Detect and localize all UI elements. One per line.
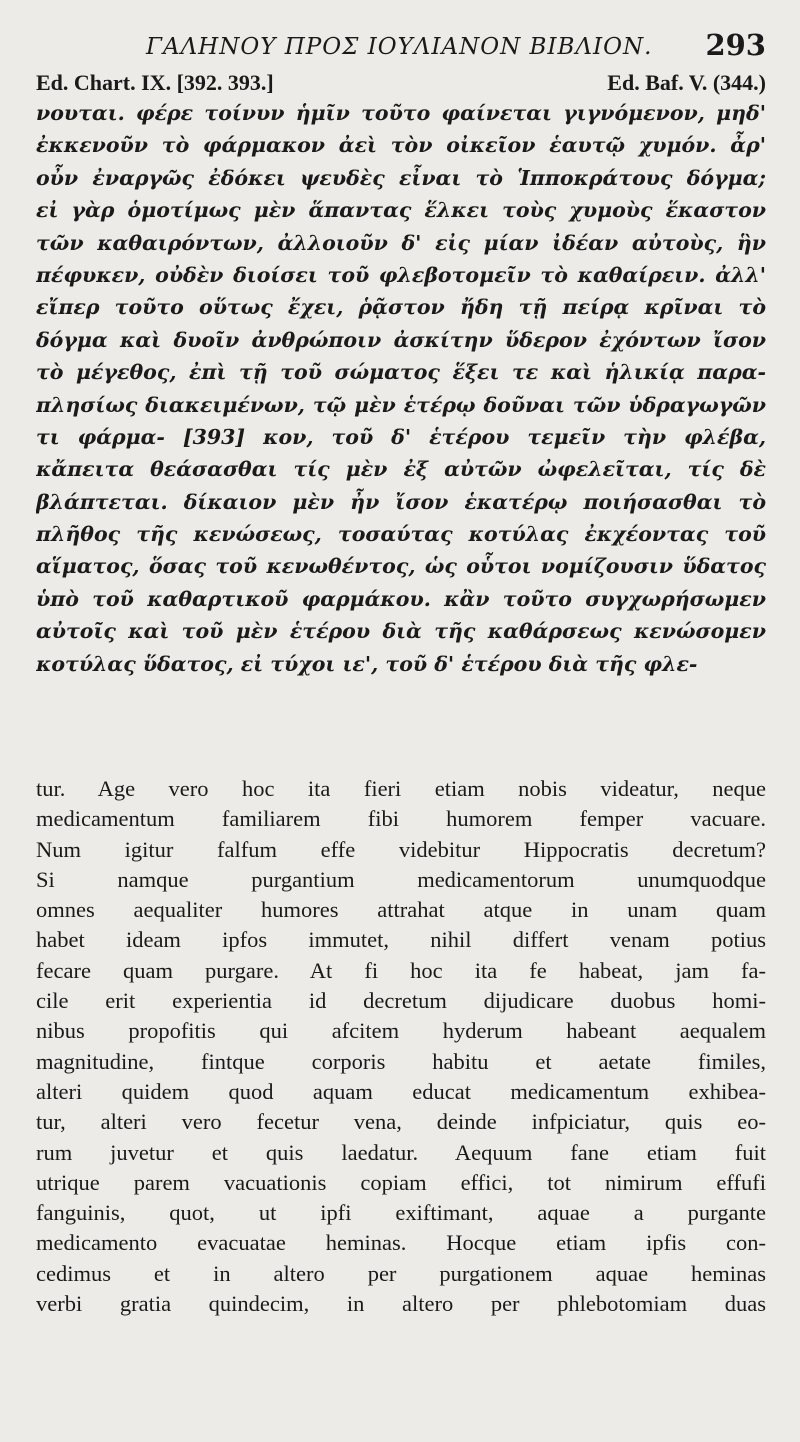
greek-text-line: οὖν ἐναργῶς ἐδόκει ψευδὲς εἶναι τὸ Ἱπποκράτους δόγμα; [36, 165, 766, 190]
greek-text-line: βλάπτεται. δίκαιον μὲν ἦν ἴσον ἑκατέρῳ ποιήσασθαι τὸ [36, 489, 766, 514]
edition-basel: Ed. Baf. V. (344.) [607, 70, 766, 95]
edition-references [36, 70, 766, 98]
greek-text-line: τι φάρμα- [393] κον, τοῦ δ' ἑτέρου τεμεῖν τὴν φλέβα, [36, 424, 766, 449]
greek-text-line: δόγμα καὶ δυοῖν ἀνθρώποιν ἀσκίτην ὕδερον ἐχόντων ἴσον [36, 327, 766, 352]
latin-text-block [36, 774, 766, 1319]
latin-text-line: Si namque purgantium medicamentorum unumquodque [36, 866, 766, 892]
greek-text-line: ἐκκενοῦν τὸ φάρμακον ἀεὶ τὸν οἰκεῖον ἑαυτῷ χυμόν. ἆρ' [36, 133, 766, 158]
greek-text-line: κἄπειτα θεάσασθαι τίς μὲν ἐξ αὐτῶν ὠφελεῖται, τίς δὲ [36, 457, 766, 482]
greek-text-line: πλησίως διακειμένων, τῷ μὲν ἑτέρῳ δοῦναι τῶν ὑδραγωγῶν [36, 392, 766, 417]
greek-text-line: τῶν καθαιρόντων, ἀλλοιοῦν δ' εἰς μίαν ἰδέαν αὐτοὺς, ἣν [36, 230, 766, 255]
greek-text-line: πλῆθος τῆς κενώσεως, τοσαύτας κοτύλας ἐκχέοντας τοῦ [36, 522, 766, 547]
latin-text-line: medicamento evacuatae heminas. Hocque etiam ipfis con- [36, 1230, 766, 1256]
greek-text-line: αὐτοῖς καὶ τοῦ μὲν ἑτέρου διὰ τῆς καθάρσεως κενώσομεν [36, 619, 766, 644]
greek-text-line: αἵματος, ὅσας τοῦ κενωθέντος, ὡς οὗτοι νομίζουσιν ὕδατος [36, 554, 766, 579]
latin-text-line: tur. Age vero hoc ita fieri etiam nobis videatur, neque [36, 776, 766, 801]
latin-text-line: nibus propofitis qui afcitem hyderum habeant aequalem [36, 1018, 766, 1044]
latin-text-line: omnes aequaliter humores attrahat atque in unam quam [36, 897, 766, 923]
page-number: 293 [705, 28, 766, 62]
latin-text-line: habet ideam ipfos immutet, nihil differt venam potius [36, 927, 766, 953]
greek-text-line: κοτύλας ὕδατος, εἰ τύχοι ιε', τοῦ δ' ἑτέρου διὰ τῆς φλε- [36, 651, 698, 676]
latin-text-line: fecare quam purgare. At fi hoc ita fe habeat, jam fa- [36, 957, 766, 983]
greek-text-line: εἰ γὰρ ὁμοτίμως μὲν ἅπαντας ἕλκει τοὺς χυμοὺς ἕκαστον [36, 198, 766, 223]
running-head [36, 28, 766, 68]
latin-text-line: Num igitur falfum effe videbitur Hippocratis decretum? [36, 836, 766, 862]
greek-text-line: ὑπὸ τοῦ καθαρτικοῦ φαρμάκου. κἂν τοῦτο συγχωρήσωμεν [36, 586, 766, 611]
greek-text-line: εἴπερ τοῦτο οὕτως ἔχει, ῥᾷστον ἤδη τῇ πείρᾳ κρῖναι τὸ [36, 295, 766, 320]
greek-text-line: πέφυκεν, οὐδὲν διοίσει τοῦ φλεβοτομεῖν τὸ καθαίρειν. ἀλλ' [36, 262, 766, 287]
edition-chartier: Ed. Chart. IX. [392. 393.] [36, 70, 274, 95]
latin-text-line: verbi gratia quindecim, in altero per phlebotomiam duas [36, 1291, 766, 1317]
latin-text-line: cedimus et in altero per purgationem aquae heminas [36, 1260, 766, 1286]
latin-text-line: tur, alteri vero fecetur vena, deinde infpiciatur, quis eo- [36, 1109, 766, 1135]
greek-text-line: νουται. φέρε τοίνυν ἡμῖν τοῦτο φαίνεται γιγνόμενον, μηδ' [36, 101, 766, 125]
latin-text-line: magnitudine, fintque corporis habitu et aetate fimiles, [36, 1048, 766, 1074]
latin-text-line: medicamentum familiarem fibi humorem femper vacuare. [36, 806, 766, 832]
greek-text-line: τὸ μέγεθος, ἐπὶ τῇ τοῦ σώματος ἕξει τε καὶ ἡλικίᾳ παρα- [36, 360, 766, 385]
latin-text-line: rum juvetur et quis laedatur. Aequum fane etiam fuit [36, 1139, 766, 1165]
latin-text-line: alteri quidem quod aquam educat medicamentum exhibea- [36, 1078, 766, 1104]
greek-text-block [36, 97, 766, 680]
running-title: ΓΑΛΗΝΟΥ ΠΡΟΣ ΙΟΥΛΙΑΝΟΝ ΒΙΒΛΙΟΝ. [146, 34, 653, 60]
latin-text-line: cile erit experientia id decretum dijudicare duobus homi- [36, 988, 766, 1014]
latin-text-line: utrique parem vacuationis copiam effici, tot nimirum effufi [36, 1169, 766, 1195]
latin-text-line: fanguinis, quot, ut ipfi exiftimant, aquae a purgante [36, 1200, 766, 1226]
